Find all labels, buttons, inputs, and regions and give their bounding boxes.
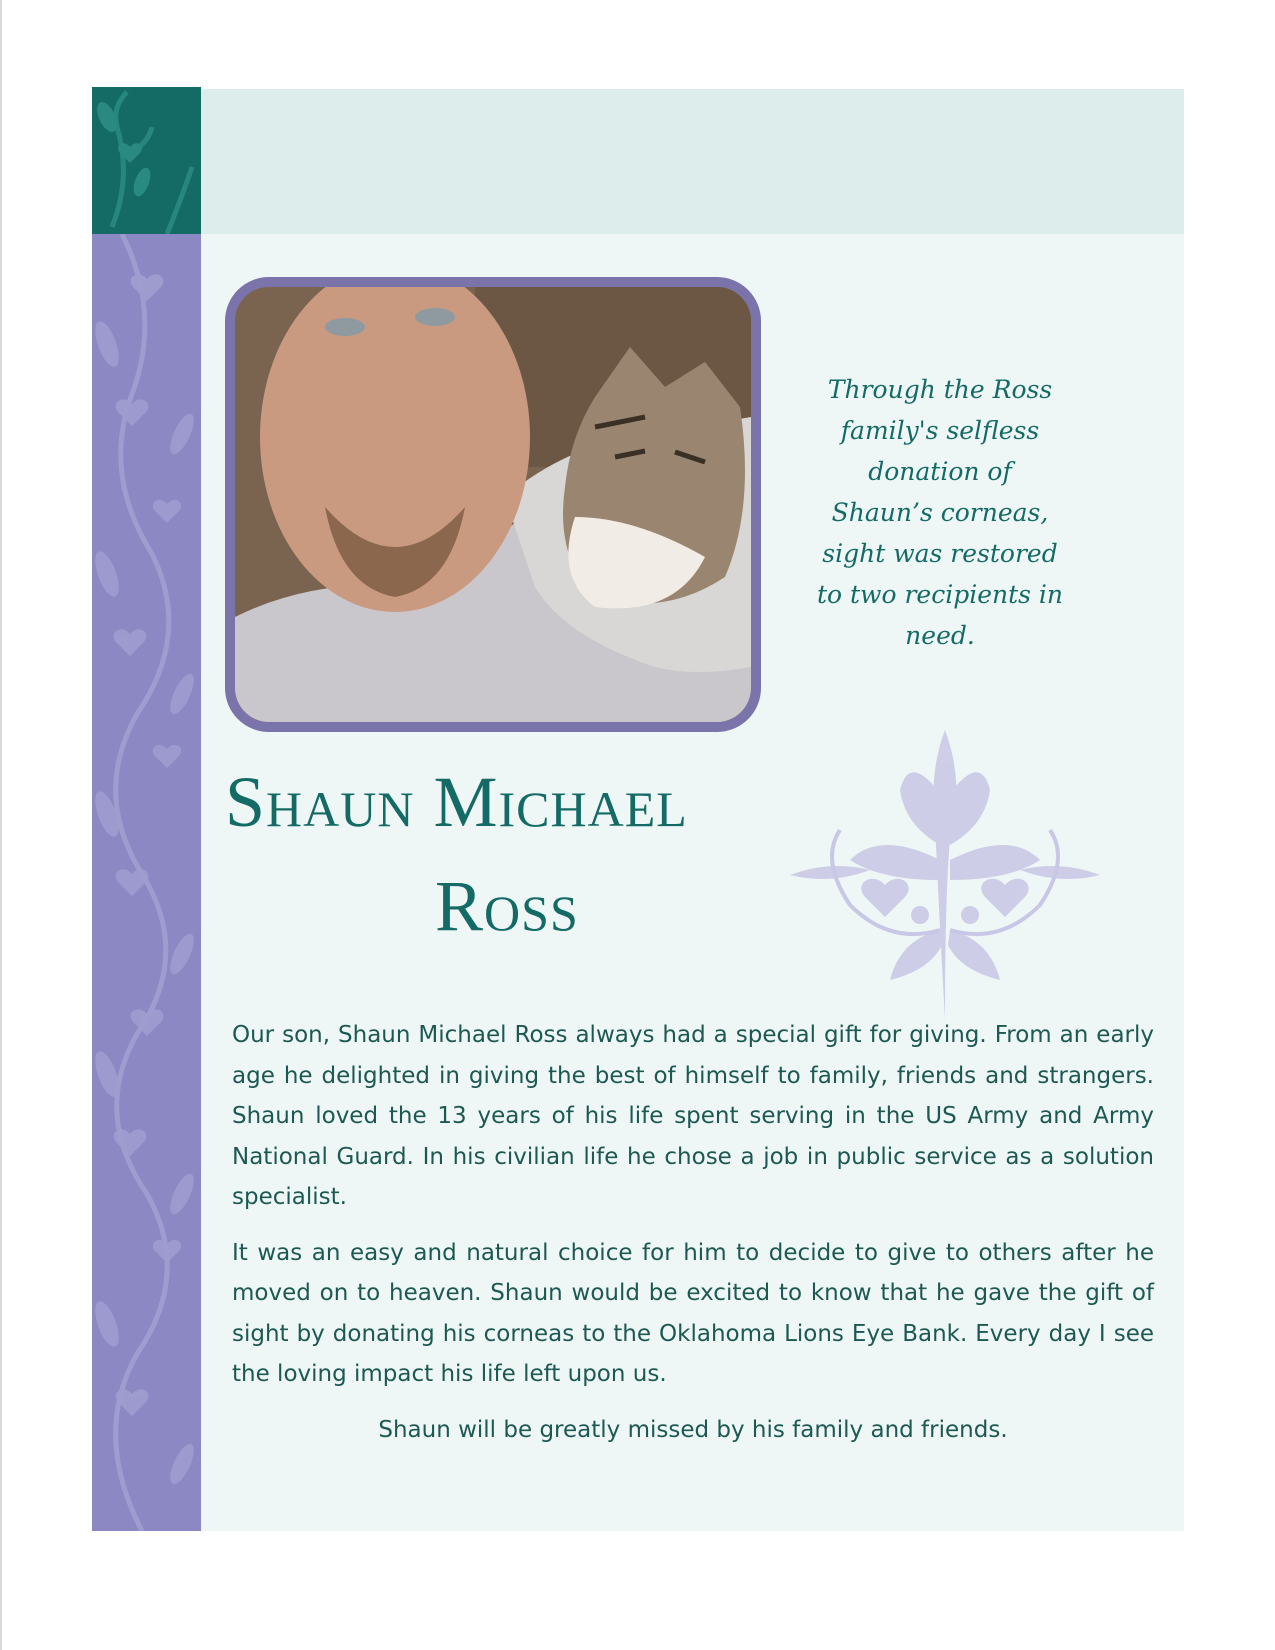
- header-band: [201, 89, 1184, 234]
- closing-line: Shaun will be greatly missed by his family and friends.: [378, 1416, 1008, 1443]
- page-edge: [0, 0, 2, 1650]
- portrait-image: [235, 287, 751, 722]
- tagline-line: Through the Ross: [827, 375, 1053, 404]
- vine-ornament-icon: [92, 87, 201, 234]
- portrait-photo: [225, 277, 761, 732]
- paragraph: Our son, Shaun Michael Ross always had a special gift for giving. From an early age he delighted in giving the best of himself to family, friends and strangers. Shaun loved the 13 years of his life spent serving in the US Army and Army National Guard. In his civilian life he chose a job in public service as a solution specialist.: [232, 1022, 1154, 1210]
- sidebar-accent: [92, 234, 201, 1531]
- page-title: [225, 750, 865, 958]
- tagline: [790, 369, 1090, 656]
- vine-ornament-icon: [92, 234, 201, 1531]
- tagline-line: Shaun’s corneas,: [831, 498, 1049, 527]
- tagline-line: family's selfless: [840, 416, 1040, 445]
- title-line: Shaun Michael: [225, 762, 688, 842]
- tagline-line: sight was restored: [822, 539, 1058, 568]
- paragraph: It was an easy and natural choice for him to decide to give to others after he moved on to heaven. Shaun would be excited to know that he gave the gift of sight by donating his corneas to the Oklahoma Lions Eye Bank. Every day I see the loving impact his life left upon us.: [232, 1239, 1154, 1387]
- tagline-line: need.: [905, 621, 975, 650]
- sidebar-accent-top: [92, 87, 201, 234]
- tribute-text: [232, 1015, 1154, 1465]
- title-line: Ross: [435, 866, 579, 946]
- tagline-line: to two recipients in: [816, 580, 1064, 609]
- tagline-line: donation of: [868, 457, 1012, 486]
